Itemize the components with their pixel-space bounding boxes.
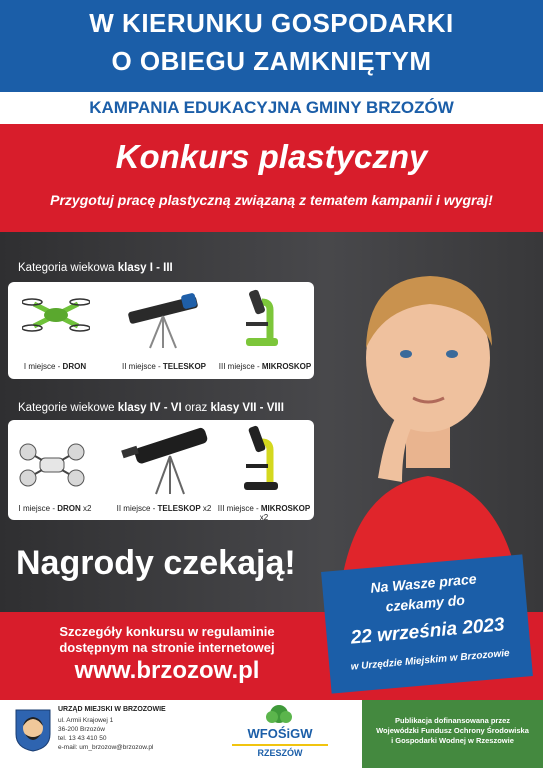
contest-title: Konkurs plastyczny xyxy=(115,138,428,175)
prize-place: I miejsce - xyxy=(18,504,58,513)
contest-banner xyxy=(0,124,543,232)
funding-line-2: Wojewódzki Fundusz Ochrony Środowiska xyxy=(376,726,529,735)
deadline-box xyxy=(321,554,533,693)
prize-place: III miejsce - xyxy=(217,504,261,513)
prize-place: II miejsce - xyxy=(121,362,163,371)
deadline-place: w Urzędzie Miejskim w Brzozowie xyxy=(350,647,511,673)
category-2-joiner: oraz xyxy=(181,402,211,414)
prize-item: TELESKOP xyxy=(157,504,201,513)
logo-text-bottom: RZESZÓW xyxy=(257,748,303,758)
prize-panel-2 xyxy=(8,420,314,520)
category-2-label xyxy=(18,402,284,414)
prize-item: MIKROSKOP xyxy=(261,362,312,371)
telescope-image xyxy=(120,424,212,496)
prize-2-1 xyxy=(10,504,100,513)
category-2-classes-b: klasy VII - VIII xyxy=(210,402,284,414)
prize-2-2 xyxy=(112,504,216,513)
office-email[interactable]: e-mail: um_brzozow@brzozow.pl xyxy=(58,744,154,751)
header-line-1: W KIERUNKU GOSPODARKI xyxy=(89,8,454,38)
prize-qty: x2 xyxy=(259,513,269,522)
prize-panel-1 xyxy=(8,282,314,379)
category-2-classes-a: klasy IV - VI xyxy=(117,402,182,414)
category-1-label xyxy=(18,262,173,274)
prize-qty: x2 xyxy=(200,504,212,513)
office-phone: tel. 13 43 410 50 xyxy=(58,735,107,742)
office-block xyxy=(58,706,166,752)
prize-qty: x2 xyxy=(80,504,92,513)
office-street: ul. Armii Krajowej 1 xyxy=(58,717,114,724)
category-1-prefix: Kategoria wiekowa xyxy=(18,262,118,274)
subtitle-bar xyxy=(0,92,543,124)
deadline-line-1: Na Wasze prace xyxy=(369,570,478,596)
funding-line-1: Publikacja dofinansowana przez xyxy=(394,716,511,725)
deadline-date: 22 września 2023 xyxy=(349,614,506,649)
prize-1-2 xyxy=(114,362,214,371)
logo-underline xyxy=(232,744,328,746)
details-line-1: Szczegóły konkursu w regulaminie xyxy=(59,624,275,639)
campaign-subtitle: KAMPANIA EDUKACYJNA GMINY BRZOZÓW xyxy=(89,98,454,117)
category-2-prefix: Kategorie wiekowe xyxy=(18,402,118,414)
prize-place: III miejsce - xyxy=(218,362,262,371)
office-name: URZĄD MIEJSKI W BRZOZOWIE xyxy=(58,706,166,713)
microscope-image xyxy=(236,288,286,350)
website-link[interactable]: www.brzozow.pl xyxy=(74,657,260,684)
prize-item: TELESKOP xyxy=(162,362,207,371)
drone-image xyxy=(18,442,86,488)
funding-line-3: i Gospodarki Wodnej w Rzeszowie xyxy=(391,736,514,745)
boy-photo xyxy=(318,238,543,610)
prize-item: DRON xyxy=(62,362,87,371)
telescope-image xyxy=(120,290,206,350)
header-banner xyxy=(0,0,543,92)
prize-place: I miejsce - xyxy=(23,362,63,371)
prize-2-3 xyxy=(214,504,314,522)
prize-item: DRON xyxy=(57,504,81,513)
prize-1-1 xyxy=(10,362,100,371)
drone-image xyxy=(22,292,90,338)
funding-box xyxy=(362,700,543,768)
category-1-classes: klasy I - III xyxy=(117,262,173,274)
contest-tagline: Przygotuj pracę plastyczną związaną z tematem kampanii i wygraj! xyxy=(50,192,493,208)
awards-headline: Nagrody czekają! xyxy=(16,544,296,582)
details-line-2: dostępnym na stronie internetowej xyxy=(59,640,275,655)
tree-icon xyxy=(262,704,296,726)
prize-item: MIKROSKOP xyxy=(260,504,311,513)
wfosigw-logo xyxy=(232,704,328,764)
coat-of-arms-icon xyxy=(14,708,52,752)
logo-text-top: WFOŚiGW xyxy=(247,726,313,741)
deadline-line-2: czekamy do xyxy=(384,591,466,615)
prize-place: II miejsce - xyxy=(116,504,158,513)
header-line-2: O OBIEGU ZAMKNIĘTYM xyxy=(111,46,432,76)
prize-1-3 xyxy=(216,362,314,371)
microscope-image xyxy=(236,424,286,494)
office-city: 36-200 Brzozów xyxy=(58,726,105,733)
